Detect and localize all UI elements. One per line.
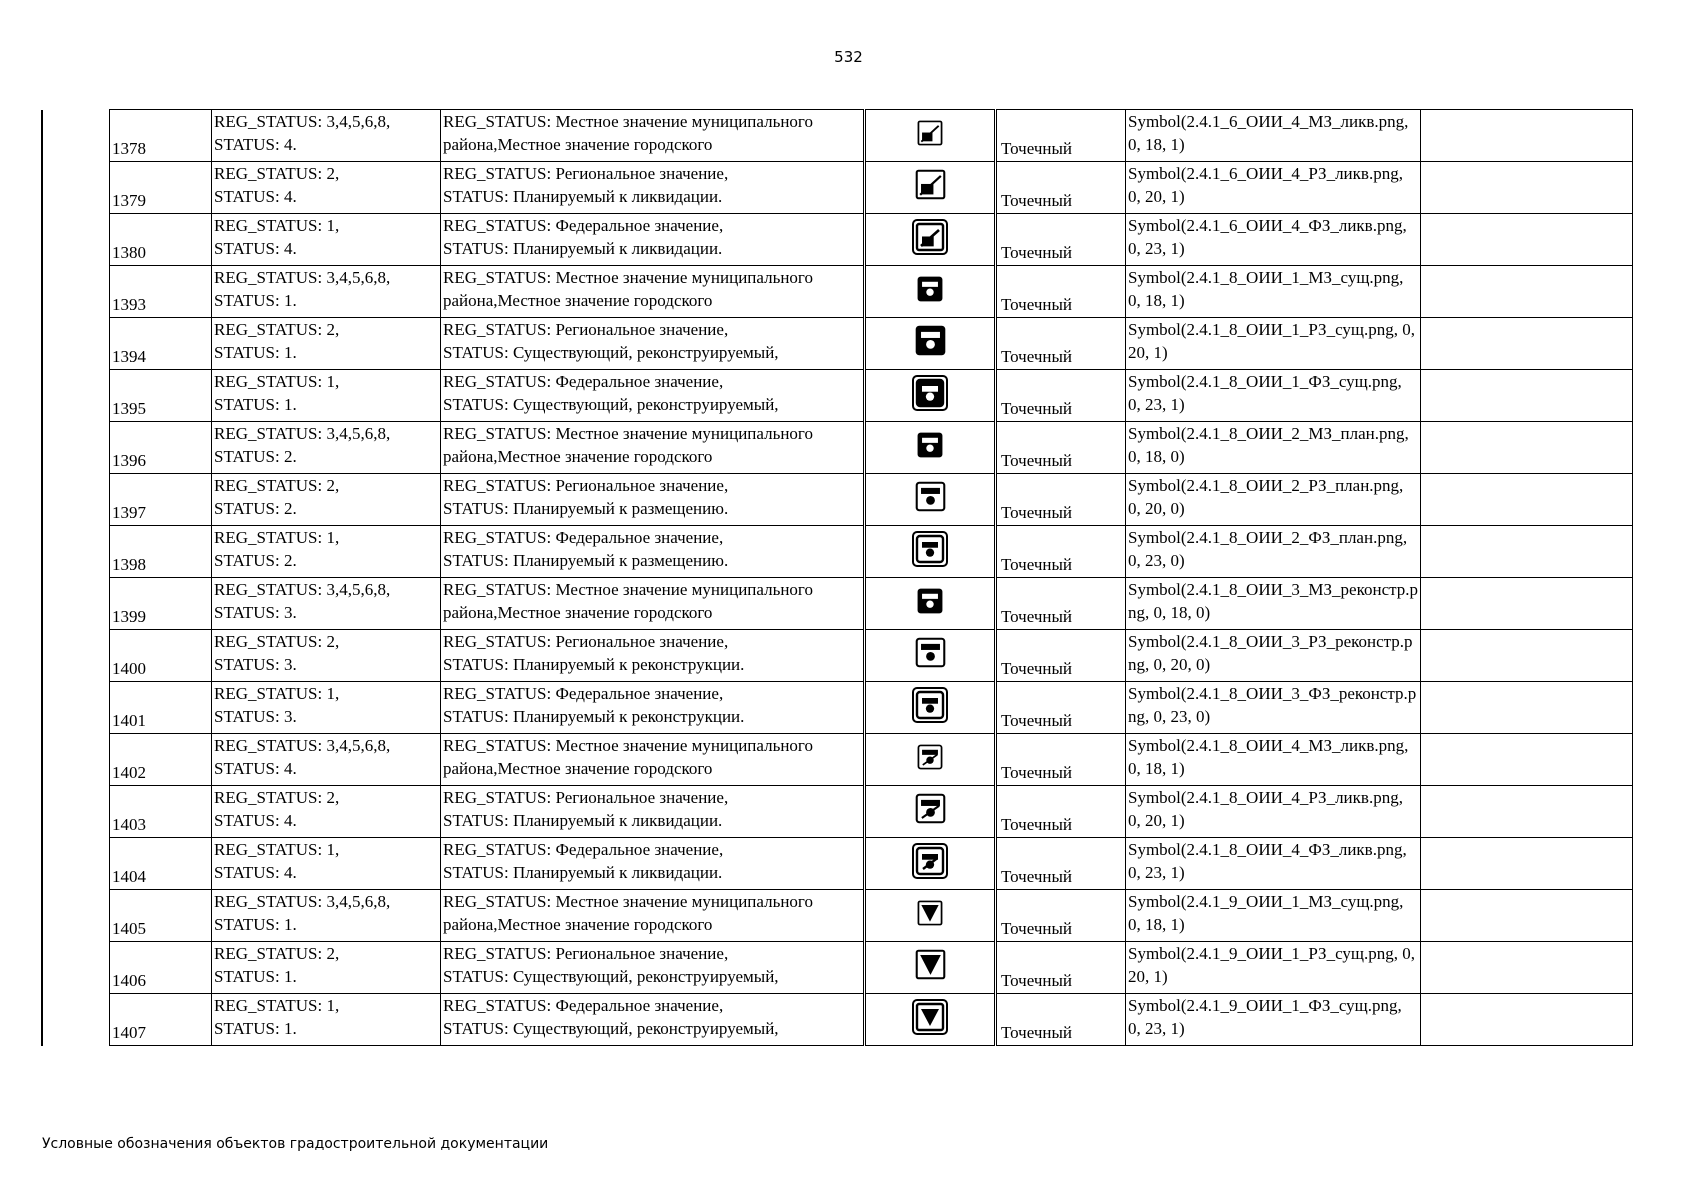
- symbol-cell: [865, 162, 996, 214]
- codes-cell: [212, 890, 441, 942]
- table-row: [110, 214, 1633, 266]
- geometry-type: Точечный: [996, 214, 1126, 266]
- codes-cell: [212, 682, 441, 734]
- notes-cell: [1421, 422, 1633, 474]
- notes-cell: [1421, 734, 1633, 786]
- geometry-type: Точечный: [996, 942, 1126, 994]
- description-cell: [441, 162, 865, 214]
- facility-existing-large-icon: [912, 375, 948, 417]
- codes-cell: [212, 318, 441, 370]
- description-cell: [441, 110, 865, 162]
- row-id: 1407: [110, 994, 212, 1046]
- facility-existing-small-icon: [917, 276, 943, 308]
- notes-cell: [1421, 578, 1633, 630]
- description-line-1: REG_STATUS: Региональное значение,: [443, 164, 729, 183]
- notes-cell: [1421, 838, 1633, 890]
- notes-cell: [1421, 266, 1633, 318]
- symbol-cell: [865, 734, 996, 786]
- description-line-2: района,Местное значение городского: [443, 291, 713, 310]
- geometry-type: Точечный: [996, 266, 1126, 318]
- codes-line-1: REG_STATUS: 2,: [214, 320, 340, 339]
- codes-line-1: REG_STATUS: 3,4,5,6,8,: [214, 424, 391, 443]
- codes-line-1: REG_STATUS: 2,: [214, 476, 340, 495]
- facility-reconstruction-small-icon: [917, 588, 943, 620]
- description-line-2: STATUS: Существующий, реконструируемый,: [443, 395, 779, 414]
- codes-line-1: REG_STATUS: 1,: [214, 528, 340, 547]
- row-id: 1379: [110, 162, 212, 214]
- description-cell: [441, 370, 865, 422]
- codes-line-2: STATUS: 4.: [214, 239, 297, 258]
- notes-cell: [1421, 214, 1633, 266]
- description-cell: [441, 890, 865, 942]
- codes-line-1: REG_STATUS: 3,4,5,6,8,: [214, 736, 391, 755]
- description-cell: [441, 474, 865, 526]
- geometry-type: Точечный: [996, 422, 1126, 474]
- symbol-expression: Symbol(2.4.1_8_ОИИ_4_ФЗ_ликв.png, 0, 23, 1): [1126, 838, 1421, 890]
- codes-line-2: STATUS: 3.: [214, 655, 297, 674]
- codes-line-2: STATUS: 1.: [214, 343, 297, 362]
- geometry-type: Точечный: [996, 786, 1126, 838]
- symbol-expression: Symbol(2.4.1_8_ОИИ_2_ФЗ_план.png, 0, 23, 0): [1126, 526, 1421, 578]
- codes-line-1: REG_STATUS: 3,4,5,6,8,: [214, 892, 391, 911]
- description-line-2: STATUS: Существующий, реконструируемый,: [443, 343, 779, 362]
- codes-cell: [212, 838, 441, 890]
- codes-line-1: REG_STATUS: 2,: [214, 164, 340, 183]
- description-cell: [441, 578, 865, 630]
- codes-line-2: STATUS: 4.: [214, 863, 297, 882]
- symbol-cell: [865, 682, 996, 734]
- codes-cell: [212, 994, 441, 1046]
- row-id: 1395: [110, 370, 212, 422]
- description-cell: [441, 214, 865, 266]
- table-row: [110, 422, 1633, 474]
- description-line-2: STATUS: Планируемый к ликвидации.: [443, 811, 723, 830]
- symbol-expression: Symbol(2.4.1_8_ОИИ_3_РЗ_реконстр.png, 0, 20, 0): [1126, 630, 1421, 682]
- symbol-cell: [865, 942, 996, 994]
- row-id: 1398: [110, 526, 212, 578]
- codes-line-2: STATUS: 2.: [214, 551, 297, 570]
- table-row: [110, 630, 1633, 682]
- table-row: [110, 890, 1633, 942]
- codes-cell: [212, 474, 441, 526]
- codes-line-1: REG_STATUS: 1,: [214, 996, 340, 1015]
- codes-line-1: REG_STATUS: 3,4,5,6,8,: [214, 268, 391, 287]
- codes-line-2: STATUS: 2.: [214, 447, 297, 466]
- description-line-1: REG_STATUS: Местное значение муниципального: [443, 424, 813, 443]
- codes-cell: [212, 422, 441, 474]
- description-line-2: STATUS: Планируемый к реконструкции.: [443, 655, 745, 674]
- description-line-2: STATUS: Существующий, реконструируемый,: [443, 967, 779, 986]
- codes-line-1: REG_STATUS: 2,: [214, 788, 340, 807]
- description-line-1: REG_STATUS: Федеральное значение,: [443, 684, 724, 703]
- facility-planned-small-icon: [917, 432, 943, 464]
- codes-line-2: STATUS: 3.: [214, 603, 297, 622]
- table-row: [110, 370, 1633, 422]
- symbol-cell: [865, 318, 996, 370]
- table-row: [110, 162, 1633, 214]
- left-margin-line: [41, 110, 43, 1046]
- table-row: [110, 994, 1633, 1046]
- notes-cell: [1421, 786, 1633, 838]
- notes-cell: [1421, 370, 1633, 422]
- description-line-1: REG_STATUS: Региональное значение,: [443, 476, 729, 495]
- table-row: [110, 838, 1633, 890]
- geometry-type: Точечный: [996, 890, 1126, 942]
- facility-reconstruction-large-icon: [912, 687, 948, 729]
- symbol-expression: Symbol(2.4.1_8_ОИИ_3_МЗ_реконстр.png, 0, 18, 0): [1126, 578, 1421, 630]
- symbol-cell: [865, 630, 996, 682]
- page-number: 532: [834, 48, 863, 66]
- description-line-2: STATUS: Планируемый к реконструкции.: [443, 707, 745, 726]
- symbol-expression: Symbol(2.4.1_8_ОИИ_1_РЗ_сущ.png, 0, 20, 1): [1126, 318, 1421, 370]
- symbol-expression: Symbol(2.4.1_6_ОИИ_4_МЗ_ликв.png, 0, 18, 1): [1126, 110, 1421, 162]
- row-id: 1397: [110, 474, 212, 526]
- notes-cell: [1421, 942, 1633, 994]
- triangle-existing-medium-icon: [915, 949, 946, 986]
- facility-planned-large-icon: [912, 531, 948, 573]
- description-line-1: REG_STATUS: Федеральное значение,: [443, 840, 724, 859]
- row-id: 1401: [110, 682, 212, 734]
- table-row: [110, 526, 1633, 578]
- triangle-existing-large-icon: [912, 999, 948, 1041]
- geometry-type: Точечный: [996, 734, 1126, 786]
- description-line-1: REG_STATUS: Региональное значение,: [443, 632, 729, 651]
- description-cell: [441, 630, 865, 682]
- description-cell: [441, 786, 865, 838]
- geometry-type: Точечный: [996, 110, 1126, 162]
- codes-line-2: STATUS: 1.: [214, 291, 297, 310]
- description-line-1: REG_STATUS: Местное значение муниципального: [443, 580, 813, 599]
- description-line-2: района,Местное значение городского: [443, 135, 713, 154]
- codes-line-2: STATUS: 1.: [214, 395, 297, 414]
- codes-cell: [212, 786, 441, 838]
- row-id: 1378: [110, 110, 212, 162]
- codes-cell: [212, 370, 441, 422]
- table-row: [110, 474, 1633, 526]
- facility-reconstruction-medium-icon: [915, 637, 946, 674]
- geometry-type: Точечный: [996, 994, 1126, 1046]
- geometry-type: Точечный: [996, 162, 1126, 214]
- description-line-1: REG_STATUS: Местное значение муниципального: [443, 736, 813, 755]
- symbol-cell: [865, 422, 996, 474]
- description-line-2: района,Местное значение городского: [443, 603, 713, 622]
- codes-line-1: REG_STATUS: 3,4,5,6,8,: [214, 112, 391, 131]
- row-id: 1394: [110, 318, 212, 370]
- description-line-2: STATUS: Планируемый к ликвидации.: [443, 187, 723, 206]
- notes-cell: [1421, 526, 1633, 578]
- facility-planned-medium-icon: [915, 481, 946, 518]
- codes-line-2: STATUS: 2.: [214, 499, 297, 518]
- description-cell: [441, 422, 865, 474]
- page-footer: Условные обозначения объектов градостроительной документации: [42, 1136, 549, 1152]
- codes-cell: [212, 734, 441, 786]
- row-id: 1405: [110, 890, 212, 942]
- codes-line-1: REG_STATUS: 3,4,5,6,8,: [214, 580, 391, 599]
- geometry-type: Точечный: [996, 370, 1126, 422]
- symbol-cell: [865, 786, 996, 838]
- codes-line-1: REG_STATUS: 1,: [214, 684, 340, 703]
- table-row: [110, 578, 1633, 630]
- row-id: 1402: [110, 734, 212, 786]
- description-line-1: REG_STATUS: Федеральное значение,: [443, 372, 724, 391]
- symbol-expression: Symbol(2.4.1_6_ОИИ_4_ФЗ_ликв.png, 0, 23, 1): [1126, 214, 1421, 266]
- description-cell: [441, 318, 865, 370]
- description-line-2: района,Местное значение городского: [443, 759, 713, 778]
- description-line-1: REG_STATUS: Федеральное значение,: [443, 528, 724, 547]
- notes-cell: [1421, 994, 1633, 1046]
- facility-liquidation-large-icon: [912, 843, 948, 885]
- row-id: 1396: [110, 422, 212, 474]
- facility-existing-medium-icon: [915, 325, 946, 362]
- notes-cell: [1421, 630, 1633, 682]
- building-liquidation-small-icon: [917, 120, 943, 152]
- symbol-expression: Symbol(2.4.1_8_ОИИ_4_МЗ_ликв.png, 0, 18, 1): [1126, 734, 1421, 786]
- description-line-2: STATUS: Планируемый к размещению.: [443, 499, 729, 518]
- symbol-cell: [865, 214, 996, 266]
- codes-line-2: STATUS: 3.: [214, 707, 297, 726]
- description-cell: [441, 942, 865, 994]
- building-liquidation-medium-icon: [915, 169, 946, 206]
- codes-cell: [212, 630, 441, 682]
- symbol-expression: Symbol(2.4.1_8_ОИИ_2_МЗ_план.png, 0, 18, 0): [1126, 422, 1421, 474]
- symbol-expression: Symbol(2.4.1_8_ОИИ_4_РЗ_ликв.png, 0, 20, 1): [1126, 786, 1421, 838]
- symbol-expression: Symbol(2.4.1_9_ОИИ_1_ФЗ_сущ.png, 0, 23, 1): [1126, 994, 1421, 1046]
- symbol-expression: Symbol(2.4.1_8_ОИИ_2_РЗ_план.png, 0, 20, 0): [1126, 474, 1421, 526]
- symbol-cell: [865, 578, 996, 630]
- description-line-1: REG_STATUS: Местное значение муниципального: [443, 892, 813, 911]
- table-row: [110, 318, 1633, 370]
- codes-line-2: STATUS: 1.: [214, 1019, 297, 1038]
- symbols-table: [109, 109, 1633, 1046]
- row-id: 1404: [110, 838, 212, 890]
- description-cell: [441, 682, 865, 734]
- table-row: [110, 786, 1633, 838]
- row-id: 1406: [110, 942, 212, 994]
- triangle-existing-small-icon: [917, 900, 943, 932]
- description-cell: [441, 838, 865, 890]
- description-cell: [441, 266, 865, 318]
- symbol-expression: Symbol(2.4.1_8_ОИИ_3_ФЗ_реконстр.png, 0, 23, 0): [1126, 682, 1421, 734]
- table-row: [110, 682, 1633, 734]
- geometry-type: Точечный: [996, 474, 1126, 526]
- codes-line-1: REG_STATUS: 2,: [214, 944, 340, 963]
- symbol-cell: [865, 474, 996, 526]
- table-row: [110, 734, 1633, 786]
- symbol-expression: Symbol(2.4.1_6_ОИИ_4_РЗ_ликв.png, 0, 20, 1): [1126, 162, 1421, 214]
- symbol-expression: Symbol(2.4.1_9_ОИИ_1_РЗ_сущ.png, 0, 20, 1): [1126, 942, 1421, 994]
- building-liquidation-large-icon: [912, 219, 948, 261]
- description-line-1: REG_STATUS: Региональное значение,: [443, 320, 729, 339]
- notes-cell: [1421, 682, 1633, 734]
- symbol-cell: [865, 526, 996, 578]
- codes-line-1: REG_STATUS: 1,: [214, 372, 340, 391]
- row-id: 1403: [110, 786, 212, 838]
- codes-line-2: STATUS: 1.: [214, 915, 297, 934]
- symbol-cell: [865, 890, 996, 942]
- description-line-1: REG_STATUS: Федеральное значение,: [443, 996, 724, 1015]
- geometry-type: Точечный: [996, 578, 1126, 630]
- codes-line-2: STATUS: 4.: [214, 811, 297, 830]
- codes-cell: [212, 526, 441, 578]
- notes-cell: [1421, 318, 1633, 370]
- codes-line-2: STATUS: 4.: [214, 759, 297, 778]
- description-line-2: STATUS: Планируемый к ликвидации.: [443, 239, 723, 258]
- row-id: 1393: [110, 266, 212, 318]
- symbol-expression: Symbol(2.4.1_8_ОИИ_1_ФЗ_сущ.png, 0, 23, 1): [1126, 370, 1421, 422]
- geometry-type: Точечный: [996, 526, 1126, 578]
- symbol-cell: [865, 370, 996, 422]
- description-line-1: REG_STATUS: Региональное значение,: [443, 944, 729, 963]
- row-id: 1380: [110, 214, 212, 266]
- codes-cell: [212, 578, 441, 630]
- codes-line-2: STATUS: 1.: [214, 967, 297, 986]
- codes-line-1: REG_STATUS: 1,: [214, 216, 340, 235]
- description-line-2: STATUS: Планируемый к ликвидации.: [443, 863, 723, 882]
- symbol-cell: [865, 838, 996, 890]
- table-row: [110, 110, 1633, 162]
- symbol-cell: [865, 110, 996, 162]
- geometry-type: Точечный: [996, 630, 1126, 682]
- row-id: 1399: [110, 578, 212, 630]
- facility-liquidation-small-icon: [917, 744, 943, 776]
- codes-cell: [212, 266, 441, 318]
- description-line-1: REG_STATUS: Региональное значение,: [443, 788, 729, 807]
- codes-cell: [212, 162, 441, 214]
- symbol-expression: Symbol(2.4.1_8_ОИИ_1_МЗ_сущ.png, 0, 18, 1): [1126, 266, 1421, 318]
- row-id: 1400: [110, 630, 212, 682]
- symbol-cell: [865, 994, 996, 1046]
- description-line-1: REG_STATUS: Местное значение муниципального: [443, 112, 813, 131]
- codes-cell: [212, 942, 441, 994]
- codes-cell: [212, 214, 441, 266]
- notes-cell: [1421, 890, 1633, 942]
- description-line-1: REG_STATUS: Местное значение муниципального: [443, 268, 813, 287]
- description-cell: [441, 734, 865, 786]
- symbol-expression: Symbol(2.4.1_9_ОИИ_1_МЗ_сущ.png, 0, 18, 1): [1126, 890, 1421, 942]
- geometry-type: Точечный: [996, 682, 1126, 734]
- table-body: [110, 110, 1633, 1046]
- description-line-1: REG_STATUS: Федеральное значение,: [443, 216, 724, 235]
- description-line-2: района,Местное значение городского: [443, 915, 713, 934]
- facility-liquidation-medium-icon: [915, 793, 946, 830]
- description-line-2: STATUS: Существующий, реконструируемый,: [443, 1019, 779, 1038]
- symbol-cell: [865, 266, 996, 318]
- geometry-type: Точечный: [996, 838, 1126, 890]
- notes-cell: [1421, 110, 1633, 162]
- table-row: [110, 266, 1633, 318]
- notes-cell: [1421, 474, 1633, 526]
- description-cell: [441, 994, 865, 1046]
- codes-line-1: REG_STATUS: 2,: [214, 632, 340, 651]
- geometry-type: Точечный: [996, 318, 1126, 370]
- description-line-2: STATUS: Планируемый к размещению.: [443, 551, 729, 570]
- codes-line-2: STATUS: 4.: [214, 187, 297, 206]
- codes-cell: [212, 110, 441, 162]
- codes-line-1: REG_STATUS: 1,: [214, 840, 340, 859]
- table-row: [110, 942, 1633, 994]
- description-line-2: района,Местное значение городского: [443, 447, 713, 466]
- codes-line-2: STATUS: 4.: [214, 135, 297, 154]
- description-cell: [441, 526, 865, 578]
- notes-cell: [1421, 162, 1633, 214]
